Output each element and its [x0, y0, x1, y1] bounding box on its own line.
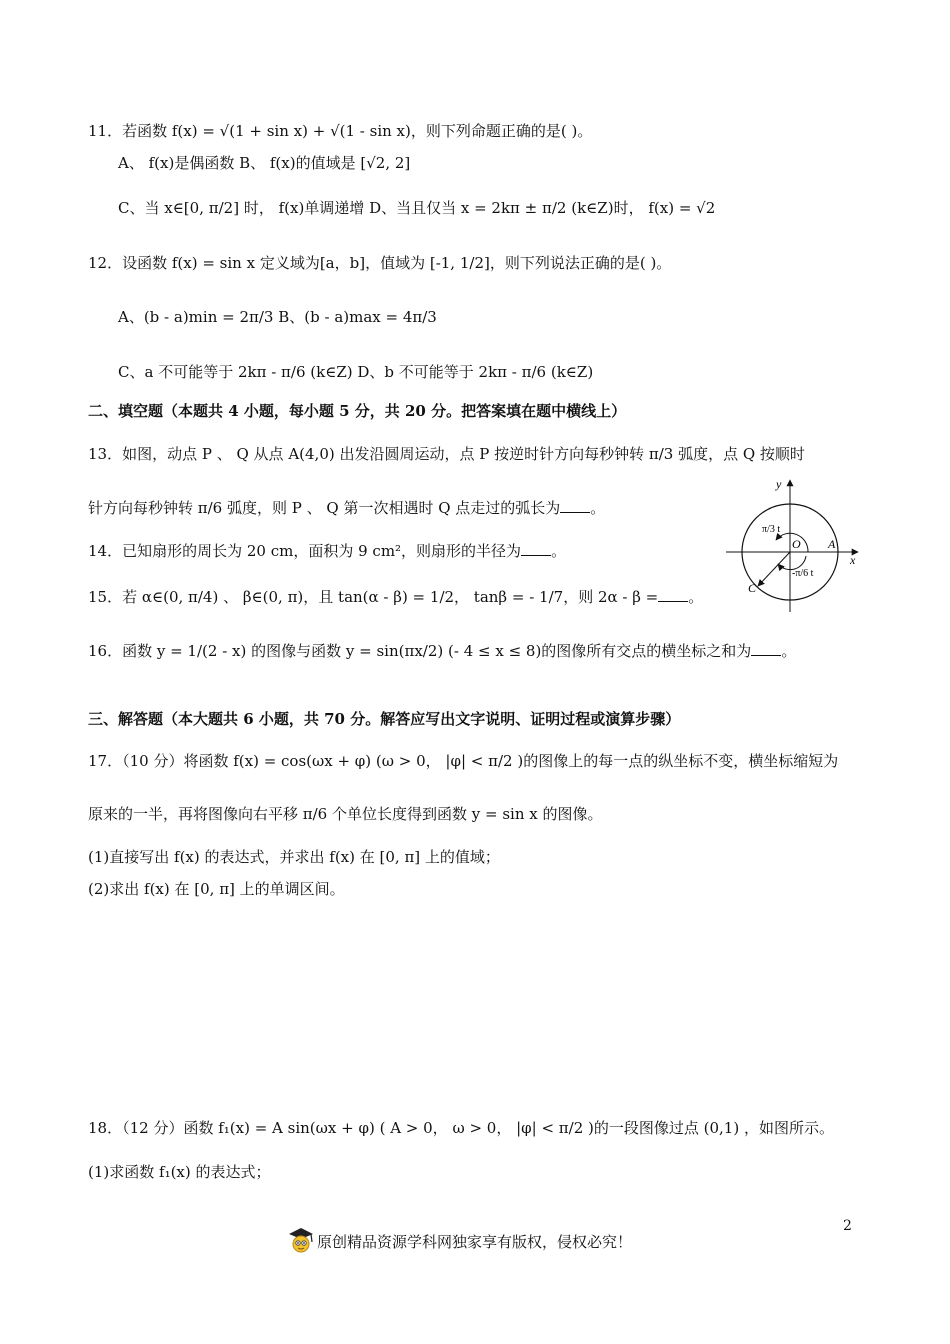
- unit-circle-figure: [718, 472, 868, 622]
- q17-line2: 原来的一半，再将图像向右平移 π/6 个单位长度得到函数 y = sin x 的图像。: [88, 805, 603, 823]
- page-number: 2: [843, 1218, 852, 1234]
- q15-end: 。: [688, 588, 704, 606]
- q18-line1: 18．（12 分）函数 f₁(x) = A sin(ωx + φ) ( A > 0， ω > 0， |φ| < π/2 )的一段图像过点 (0,1) ，如图所示。: [88, 1119, 834, 1137]
- q11-options-ab: A、 f(x)是偶函数 B、 f(x)的值域是 [√2, 2]: [118, 154, 411, 172]
- q14-answer-blank[interactable]: [521, 541, 551, 556]
- q18-part1: (1)求函数 f₁(x) 的表达式；: [88, 1163, 271, 1181]
- point-a-label: A: [828, 537, 836, 551]
- q15-answer-blank[interactable]: [658, 587, 688, 602]
- q16-answer-blank[interactable]: [751, 641, 781, 656]
- q13-line1: 13．如图，动点 P 、 Q 从点 A(4,0) 出发沿圆周运动，点 P 按逆时针方向每秒钟转 π/3 弧度，点 Q 按顺时: [88, 445, 805, 463]
- section-solve-heading: 三、解答题（本大题共 6 小题，共 70 分。解答应写出文字说明、证明过程或演算步骤）: [88, 710, 681, 728]
- q12-options-ab: A、(b - a)min = 2π/3 B、(b - a)max = 4π/3: [118, 308, 437, 326]
- point-c-label: C: [748, 581, 757, 595]
- q15-line: [88, 586, 703, 608]
- origin-label: O: [792, 537, 801, 551]
- x-axis-label: x: [850, 553, 856, 567]
- q17-part2: (2)求出 f(x) 在 [0, π] 上的单调区间。: [88, 880, 345, 898]
- q11-options-cd: C、当 x∈[0, π/2] 时， f(x)单调递增 D、当且仅当 x = 2kπ ± π/2 (k∈Z)时， f(x) = √2: [118, 199, 716, 217]
- q14-text: 14．已知扇形的周长为 20 cm，面积为 9 cm²，则扇形的半径为: [88, 542, 522, 560]
- p-rate-label: π/3 t: [762, 524, 781, 535]
- q15-text: 15．若 α∈(0, π/4) 、 β∈(0, π)，且 tan(α - β) = 1/2， tanβ = - 1/7，则 2α - β =: [88, 588, 659, 606]
- q12-stem: 12．设函数 f(x) = sin x 定义域为[a，b]，值域为 [-1, 1/2]，则下列说法正确的是( )。: [88, 254, 672, 272]
- q13-answer-blank[interactable]: [560, 498, 590, 513]
- mascot-logo-icon: [285, 1225, 317, 1257]
- q-rate-label: -π/6 t: [792, 568, 814, 579]
- q16-line: [88, 640, 796, 662]
- copyright-text: 原创精品资源学科网独家享有版权，侵权必究！: [317, 1232, 633, 1251]
- q11-stem: 11．若函数 f(x) = √(1 + sin x) + √(1 - sin x)，则下列命题正确的是( )。: [88, 122, 593, 140]
- footer: [285, 1225, 632, 1257]
- q16-end: 。: [781, 642, 797, 660]
- q12-options-cd: C、a 不可能等于 2kπ - π/6 (k∈Z) D、b 不可能等于 2kπ - π/6 (k∈Z): [118, 363, 594, 381]
- y-axis-label: y: [776, 477, 782, 491]
- q13-end: 。: [590, 499, 606, 517]
- section-fill-in-heading: 二、填空题（本题共 4 小题，每小题 5 分，共 20 分。把答案填在题中横线上）: [88, 402, 627, 420]
- q13-line2-text: 针方向每秒钟转 π/6 弧度，则 P 、 Q 第一次相遇时 Q 点走过的弧长为: [88, 499, 561, 517]
- q16-text: 16．函数 y = 1/(2 - x) 的图像与函数 y = sin(πx/2) (- 4 ≤ x ≤ 8)的图像所有交点的横坐标之和为: [88, 642, 752, 660]
- q17-part1: (1)直接写出 f(x) 的表达式，并求出 f(x) 在 [0, π] 上的值域；: [88, 848, 500, 866]
- q13-line2: [88, 497, 605, 519]
- q17-line1: 17．（10 分）将函数 f(x) = cos(ωx + φ) (ω > 0， |φ| < π/2 )的图像上的每一点的纵坐标不变，横坐标缩短为: [88, 752, 839, 770]
- q14-end: 。: [551, 542, 567, 560]
- q14-line: [88, 540, 566, 562]
